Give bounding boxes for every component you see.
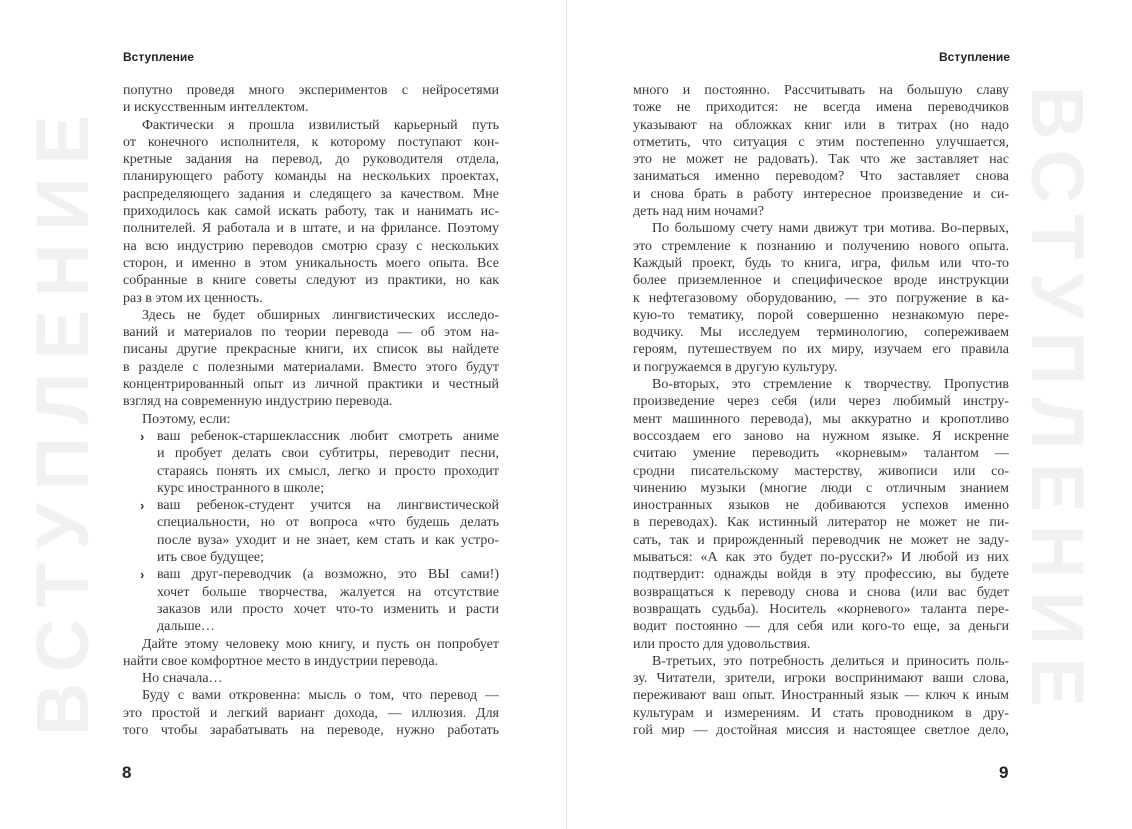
line-text: В-третьих, это потребность делиться и приносить поль-	[652, 653, 1009, 669]
text-line	[123, 168, 499, 185]
chapter-watermark-right: ВСТУПЛЕНИЕ	[1016, 86, 1099, 720]
text-line	[123, 134, 499, 151]
list-item-line	[123, 497, 499, 514]
text-line	[633, 514, 1009, 531]
line-text: после вуза» уходит и не знает, кем стать и как устро-	[157, 532, 499, 548]
line-text: тоже не приходится: не всегда имена переводчиков	[633, 100, 1009, 116]
text-line	[633, 220, 1009, 237]
text-line	[123, 255, 499, 272]
line-text: зу. Читатели, зрители, игроки воспринимают ваши слова,	[633, 671, 1009, 687]
line-text: иностранных языков не добиваются успехов именно	[633, 498, 1009, 514]
text-line	[633, 532, 1009, 549]
line-text: подтвердит: однажды войдя в эту профессию, вы будете	[633, 567, 1009, 583]
line-text: того чтобы зарабатывать на переводе, нужно работать	[123, 722, 499, 738]
text-line	[123, 705, 499, 722]
line-text: хочет больше творчества, жалуется на отсутствие	[157, 584, 499, 600]
text-line	[633, 393, 1009, 410]
line-text: собранные в книге советы следуют из практики, но как	[123, 273, 499, 289]
line-text: попутно проведя много экспериментов с нейросетями	[123, 83, 499, 98]
book-spine-divider	[566, 0, 567, 829]
line-text: Буду с вами откровенна: мысль о том, что перевод —	[142, 688, 499, 704]
line-text: полнителей. Я работала и в штате, и на фрилансе. Поэтому	[123, 221, 499, 237]
line-text: концентрированный опыт из личной практики и честный	[123, 377, 499, 393]
text-line	[633, 705, 1009, 722]
text-line	[123, 117, 499, 134]
text-line	[633, 428, 1009, 445]
text-line	[633, 290, 1009, 307]
line-text: культурам и измерениям. И стать проводником в дру-	[633, 705, 1009, 721]
list-item-line	[123, 549, 499, 566]
line-text: в переводах). Как истинный литератор не может не пи-	[633, 515, 1009, 531]
line-text: много и постоянно. Рассчитывать на большую славу	[633, 83, 1009, 98]
text-line	[123, 186, 499, 203]
line-text: заниматься именно переводом? Что заставляет снова	[633, 169, 1009, 185]
text-line	[123, 376, 499, 393]
text-line	[633, 549, 1009, 566]
line-text: раз в этом их ценность.	[123, 290, 263, 306]
line-text: найти свое комфортное место в индустрии перевода.	[123, 653, 439, 669]
line-text: и пробует делать свои субтитры, переводит песни,	[157, 446, 499, 462]
text-line	[633, 566, 1009, 583]
line-text: сродни писательскому мастерству, живописи или со-	[633, 463, 1009, 479]
text-line	[633, 307, 1009, 324]
text-line	[123, 670, 499, 687]
line-text: взгляд на современную индустрию перевода.	[123, 394, 393, 410]
text-line	[633, 99, 1009, 116]
text-line	[123, 82, 499, 99]
line-text: Но сначала…	[142, 671, 223, 687]
line-text: планирующего работу команды на нескольких проектах,	[123, 169, 499, 185]
chevron-right-icon: ›	[140, 567, 145, 583]
line-text: чинению музыки (многие люди с отличным знанием	[633, 480, 1009, 496]
line-text: сать, так и прирожденный переводчик не может не заду-	[633, 532, 1009, 548]
text-line	[123, 203, 499, 220]
line-text: более приземленное и специфическое вроде инструкции	[633, 273, 1009, 289]
line-text: возвращать судьба). Носитель «корневого» таланта пере-	[633, 601, 1009, 617]
text-line	[633, 376, 1009, 393]
list-item-line	[123, 480, 499, 497]
line-text: писаны другие прекрасные книги, их список вы найдете	[123, 342, 499, 358]
line-text: По большому счету нами движут три мотива. Во-первых,	[652, 221, 1009, 237]
text-line	[123, 307, 499, 324]
text-line	[123, 687, 499, 704]
line-text: стараясь понять их смысл, легко и просто проходит	[157, 463, 499, 479]
line-text: воссоздаем его заново на нужном языке. Я искренне	[633, 428, 1009, 444]
line-text: заказов или просто хочет что-то изменить и расти	[157, 601, 499, 617]
line-text: возвращаться к переводу снова и снова (или вас будет	[633, 584, 1009, 600]
line-text: и погружаемся в другую культуру.	[633, 359, 838, 375]
line-text: в разделе с полезными материалами. Вместо этого будут	[123, 359, 499, 375]
chevron-right-icon: ›	[140, 428, 145, 444]
text-line	[633, 601, 1009, 618]
line-text: к нефтегазовому оборудованию, — это погружение в ка-	[633, 290, 1009, 306]
list-item-line	[123, 463, 499, 480]
line-text: ить свое будущее;	[157, 550, 265, 566]
text-line	[633, 238, 1009, 255]
running-head-left: Вступление	[123, 50, 194, 64]
text-line	[123, 99, 499, 116]
line-text: на всю индустрию переводов смотрю сразу с нескольких	[123, 238, 499, 254]
line-text: сторон, и именно в этом уникальность моего опыта. Все	[123, 255, 499, 271]
line-text: Поэтому, если:	[142, 411, 231, 427]
list-item-line	[123, 428, 499, 445]
line-text: Дайте этому человеку мою книгу, и пусть он попробует	[142, 636, 499, 652]
list-item-line	[123, 566, 499, 583]
line-text: отметить, что ситуация с этим постепенно улучшается,	[633, 134, 1009, 150]
line-text: гой мир — достойная миссия и настоящее светлое дело,	[633, 722, 1009, 738]
line-text: распределяющего задания и следящего за качеством. Мне	[123, 186, 499, 202]
text-line	[633, 341, 1009, 358]
running-head-right: Вступление	[939, 50, 1010, 64]
line-text: или просто для удовольствия.	[633, 636, 811, 652]
text-line	[123, 653, 499, 670]
text-line	[123, 636, 499, 653]
text-line	[123, 359, 499, 376]
text-line	[633, 653, 1009, 670]
line-text: и снова брать в работу интересное произведение и си-	[633, 186, 1009, 202]
line-text: Здесь не будет обширных лингвистических исследо-	[142, 307, 499, 323]
line-text: произведение через себя (или через любимый инстру-	[633, 394, 1009, 410]
text-line	[633, 411, 1009, 428]
list-item-line	[123, 618, 499, 635]
line-text: от конечного исполнителя, к которому поступают кон-	[123, 134, 499, 150]
line-text: и искусственным интеллектом.	[123, 100, 309, 116]
text-line	[123, 411, 499, 428]
line-text: приходилось как самой искать работу, так и нанимать ис-	[123, 204, 499, 220]
text-line	[633, 203, 1009, 220]
text-line	[633, 445, 1009, 462]
text-line	[633, 168, 1009, 185]
line-text: считаю умение переводить «корневым» талантом —	[633, 446, 1009, 462]
line-text: Каждый проект, будь то книга, игра, фильм или что-то	[633, 255, 1009, 271]
line-text: специальности, но от вопроса «что будешь делать	[157, 515, 499, 531]
line-text: ваний и материалов по теории перевода — об этом на-	[123, 325, 499, 341]
text-line	[633, 186, 1009, 203]
right-page-body-text	[633, 82, 1009, 739]
text-line	[633, 497, 1009, 514]
line-text: курс иностранного в школе;	[157, 480, 325, 496]
text-line	[123, 324, 499, 341]
line-text: героям, путешествуем по их миру, изучаем его правила	[633, 342, 1009, 358]
text-line	[123, 290, 499, 307]
page-number-left: 8	[122, 763, 132, 782]
text-line	[123, 220, 499, 237]
line-text: это не может не радовать). Так что же заставляет нас	[633, 152, 1009, 168]
chapter-watermark-left: ВСТУПЛЕНИЕ	[21, 102, 104, 736]
text-line	[633, 584, 1009, 601]
text-line	[633, 255, 1009, 272]
text-line	[633, 134, 1009, 151]
text-line	[633, 82, 1009, 99]
text-line	[633, 636, 1009, 653]
chevron-right-icon: ›	[140, 498, 145, 514]
text-line	[633, 151, 1009, 168]
line-text: это простой и легкий вариант дохода, — иллюзия. Для	[123, 705, 499, 721]
line-text: Фактически я прошла извилистый карьерный путь	[142, 117, 499, 133]
text-line	[633, 618, 1009, 635]
list-item-line	[123, 514, 499, 531]
line-text: указывают на обложках книг или в титрах (но надо	[633, 117, 1009, 133]
page-number-right: 9	[999, 763, 1009, 782]
list-item-line	[123, 532, 499, 549]
line-text: ваш ребенок-старшеклассник любит смотреть аниме	[157, 428, 499, 444]
left-page-body-text	[123, 82, 499, 739]
line-text: переживают ваш опыт. Иностранный язык — ключ к иным	[633, 688, 1009, 704]
text-line	[633, 687, 1009, 704]
line-text: водит постоянно — для себя или кого-то еще, за деньги	[633, 619, 1009, 635]
line-text: кую-то тематику, порой совершенно незнакомую пере-	[633, 307, 1009, 323]
text-line	[123, 341, 499, 358]
line-text: кретные задания на перевод, до руководителя отдела,	[123, 152, 499, 168]
line-text: дальше…	[157, 619, 215, 635]
text-line	[633, 272, 1009, 289]
text-line	[123, 393, 499, 410]
line-text: мент машинного перевода), мы аккуратно и кропотливо	[633, 411, 1009, 427]
text-line	[123, 722, 499, 739]
text-line	[633, 463, 1009, 480]
list-item-line	[123, 584, 499, 601]
list-item-line	[123, 601, 499, 618]
text-line	[633, 117, 1009, 134]
text-line	[633, 722, 1009, 739]
line-text: ваш ребенок-студент учится на лингвистической	[157, 498, 499, 514]
line-text: ваш друг-переводчик (а возможно, это ВЫ сами!)	[157, 567, 499, 583]
text-line	[633, 670, 1009, 687]
list-item-line	[123, 445, 499, 462]
text-line	[633, 359, 1009, 376]
text-line	[123, 238, 499, 255]
line-text: водчику. Мы исследуем терминологию, сопереживаем	[633, 325, 1009, 341]
text-line	[123, 151, 499, 168]
line-text: Во-вторых, это стремление к творчеству. Пропустив	[652, 377, 1009, 393]
text-line	[123, 272, 499, 289]
text-line	[633, 480, 1009, 497]
line-text: мываться: «А как это будет по-русски?» И любой из них	[633, 550, 1009, 566]
text-line	[633, 324, 1009, 341]
line-text: деть над ним ночами?	[633, 204, 764, 220]
line-text: это стремление к познанию и получению нового опыта.	[633, 238, 1009, 254]
